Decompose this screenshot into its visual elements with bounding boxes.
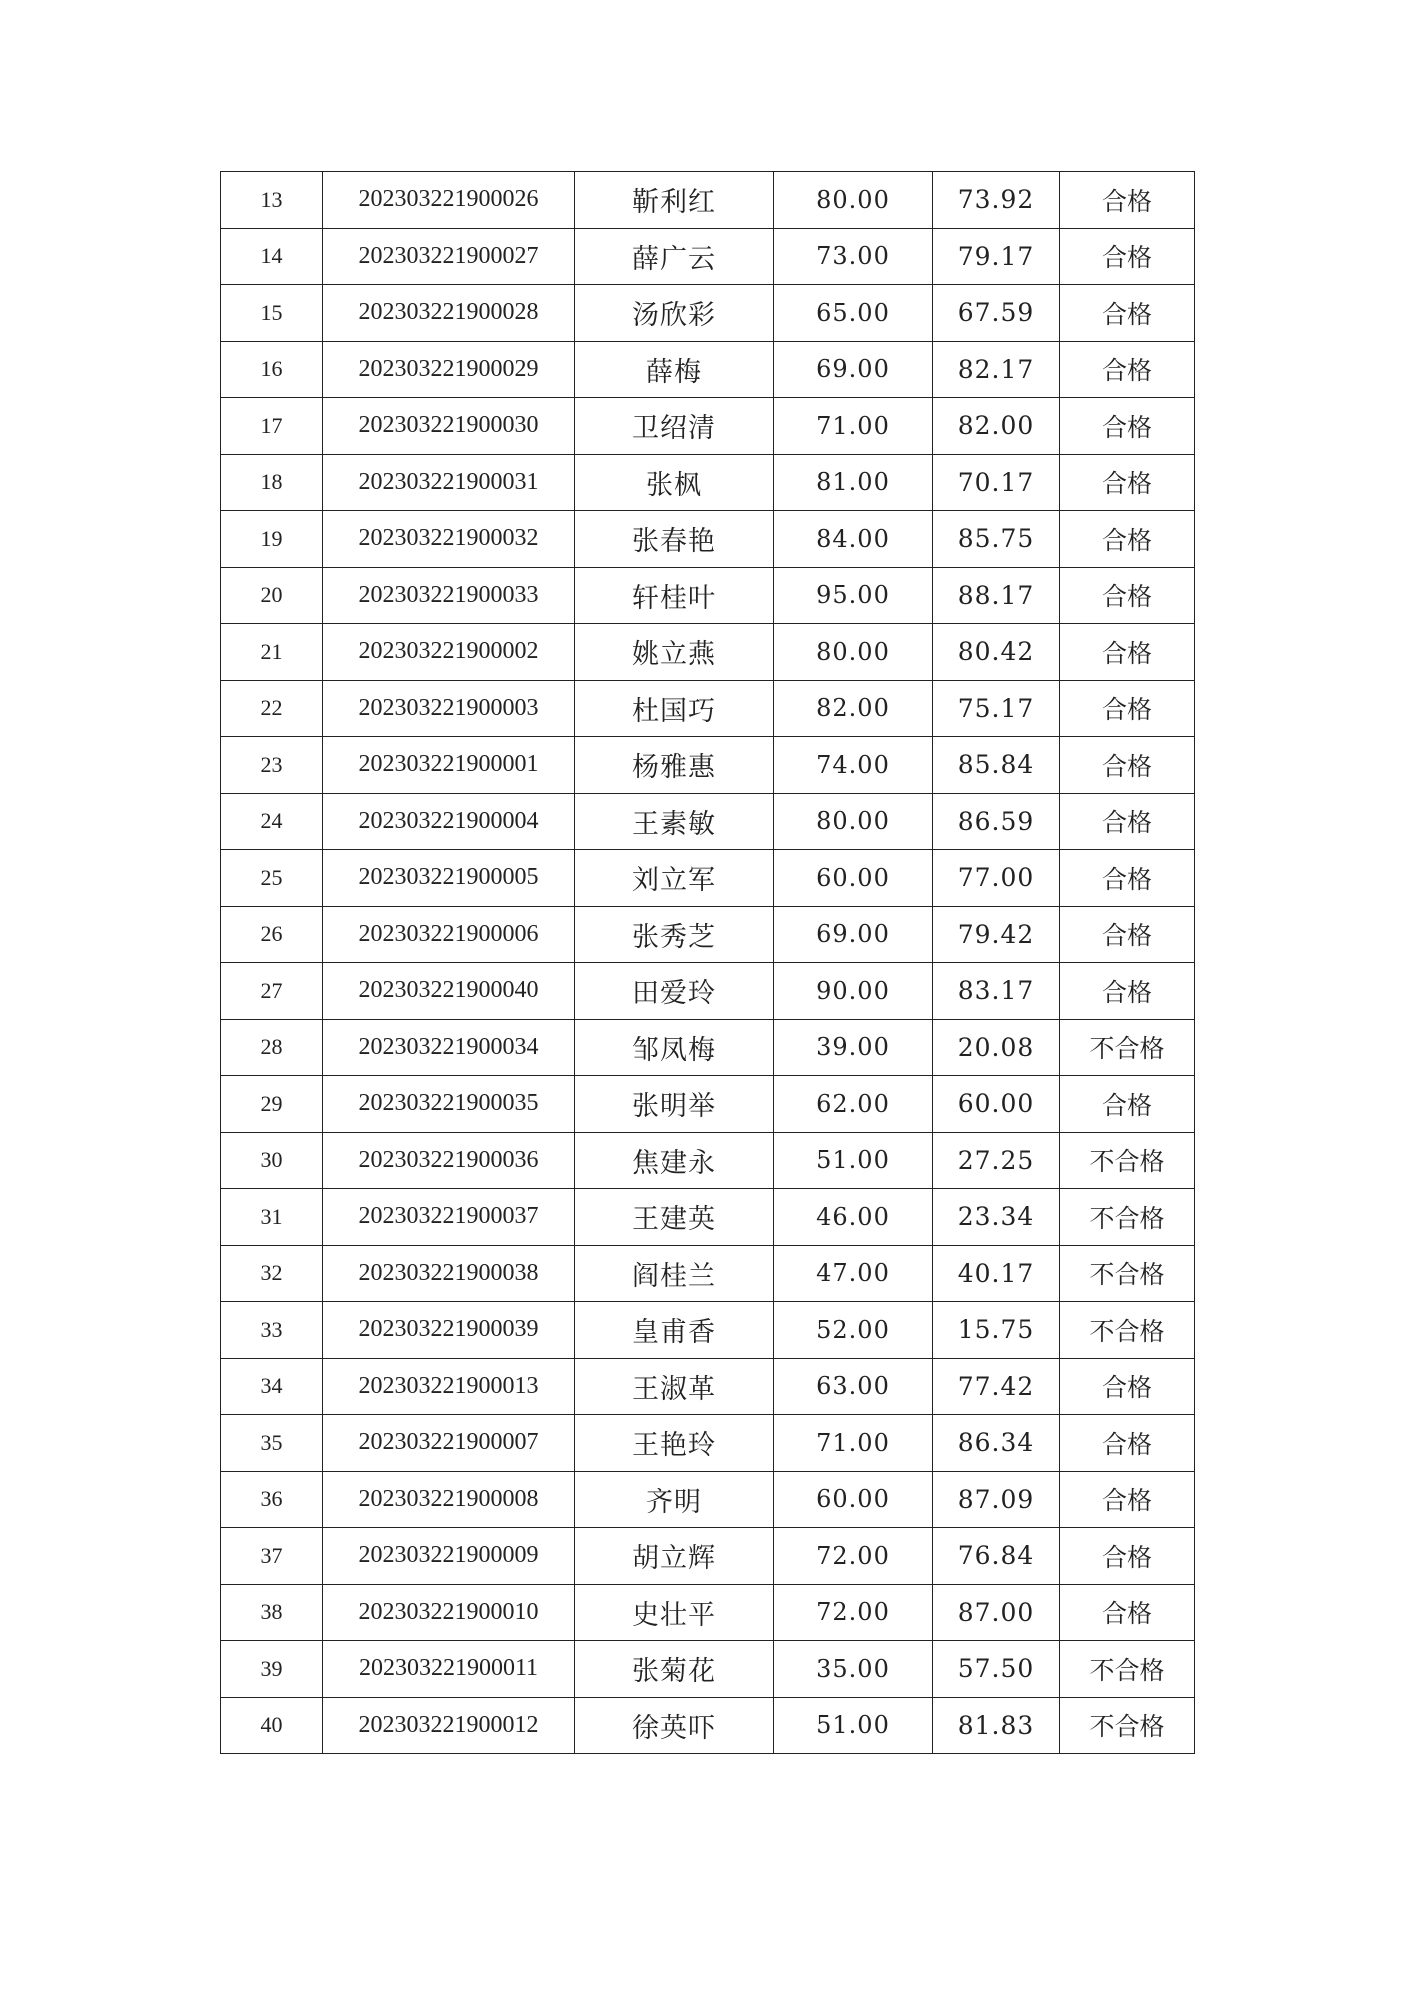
interview-score-cell: 60.00 (933, 1076, 1060, 1133)
results-table-body (221, 172, 1195, 1754)
row-number-cell: 17 (221, 398, 323, 455)
written-score-cell: 47.00 (774, 1245, 933, 1302)
table-row (221, 1584, 1195, 1641)
written-score-cell: 90.00 (774, 963, 933, 1020)
candidate-name-cell: 王素敏 (575, 793, 774, 850)
written-score-cell: 81.00 (774, 454, 933, 511)
result-cell: 合格 (1060, 850, 1195, 907)
written-score-cell: 95.00 (774, 567, 933, 624)
exam-id-cell: 202303221900006 (323, 906, 575, 963)
interview-score-cell: 85.75 (933, 511, 1060, 568)
table-row (221, 1302, 1195, 1359)
written-score-cell: 80.00 (774, 793, 933, 850)
result-cell: 不合格 (1060, 1019, 1195, 1076)
exam-id-cell: 202303221900009 (323, 1528, 575, 1585)
result-cell: 合格 (1060, 1584, 1195, 1641)
candidate-name-cell: 卫绍清 (575, 398, 774, 455)
row-number-cell: 23 (221, 737, 323, 794)
written-score-cell: 84.00 (774, 511, 933, 568)
candidate-name-cell: 齐明 (575, 1471, 774, 1528)
exam-id-cell: 202303221900033 (323, 567, 575, 624)
table-row (221, 963, 1195, 1020)
result-cell: 不合格 (1060, 1245, 1195, 1302)
candidate-name-cell: 皇甫香 (575, 1302, 774, 1359)
table-row (221, 1528, 1195, 1585)
exam-id-cell: 202303221900031 (323, 454, 575, 511)
result-cell: 合格 (1060, 285, 1195, 342)
table-row (221, 567, 1195, 624)
row-number-cell: 38 (221, 1584, 323, 1641)
row-number-cell: 36 (221, 1471, 323, 1528)
row-number-cell: 14 (221, 228, 323, 285)
written-score-cell: 60.00 (774, 1471, 933, 1528)
interview-score-cell: 23.34 (933, 1189, 1060, 1246)
row-number-cell: 40 (221, 1697, 323, 1754)
interview-score-cell: 67.59 (933, 285, 1060, 342)
result-cell: 合格 (1060, 511, 1195, 568)
interview-score-cell: 40.17 (933, 1245, 1060, 1302)
table-row (221, 228, 1195, 285)
row-number-cell: 24 (221, 793, 323, 850)
result-cell: 不合格 (1060, 1697, 1195, 1754)
interview-score-cell: 75.17 (933, 680, 1060, 737)
row-number-cell: 34 (221, 1358, 323, 1415)
interview-score-cell: 77.42 (933, 1358, 1060, 1415)
row-number-cell: 19 (221, 511, 323, 568)
exam-id-cell: 202303221900008 (323, 1471, 575, 1528)
candidate-name-cell: 王建英 (575, 1189, 774, 1246)
row-number-cell: 16 (221, 341, 323, 398)
row-number-cell: 33 (221, 1302, 323, 1359)
interview-score-cell: 88.17 (933, 567, 1060, 624)
row-number-cell: 29 (221, 1076, 323, 1133)
exam-id-cell: 202303221900004 (323, 793, 575, 850)
candidate-name-cell: 靳利红 (575, 172, 774, 229)
exam-id-cell: 202303221900037 (323, 1189, 575, 1246)
interview-score-cell: 87.09 (933, 1471, 1060, 1528)
exam-id-cell: 202303221900040 (323, 963, 575, 1020)
result-cell: 合格 (1060, 341, 1195, 398)
written-score-cell: 71.00 (774, 398, 933, 455)
result-cell: 合格 (1060, 737, 1195, 794)
table-row (221, 285, 1195, 342)
written-score-cell: 51.00 (774, 1132, 933, 1189)
exam-id-cell: 202303221900026 (323, 172, 575, 229)
exam-id-cell: 202303221900036 (323, 1132, 575, 1189)
result-cell: 不合格 (1060, 1302, 1195, 1359)
exam-id-cell: 202303221900003 (323, 680, 575, 737)
candidate-name-cell: 刘立军 (575, 850, 774, 907)
result-cell: 合格 (1060, 454, 1195, 511)
table-row (221, 1471, 1195, 1528)
row-number-cell: 25 (221, 850, 323, 907)
result-cell: 合格 (1060, 1528, 1195, 1585)
result-cell: 合格 (1060, 793, 1195, 850)
row-number-cell: 26 (221, 906, 323, 963)
result-cell: 不合格 (1060, 1641, 1195, 1698)
result-cell: 合格 (1060, 1471, 1195, 1528)
table-row (221, 341, 1195, 398)
row-number-cell: 27 (221, 963, 323, 1020)
candidate-name-cell: 薛梅 (575, 341, 774, 398)
written-score-cell: 62.00 (774, 1076, 933, 1133)
candidate-name-cell: 张明举 (575, 1076, 774, 1133)
exam-id-cell: 202303221900012 (323, 1697, 575, 1754)
written-score-cell: 65.00 (774, 285, 933, 342)
row-number-cell: 32 (221, 1245, 323, 1302)
interview-score-cell: 76.84 (933, 1528, 1060, 1585)
row-number-cell: 28 (221, 1019, 323, 1076)
result-cell: 合格 (1060, 1415, 1195, 1472)
candidate-name-cell: 王淑革 (575, 1358, 774, 1415)
candidate-name-cell: 张枫 (575, 454, 774, 511)
table-row (221, 624, 1195, 681)
written-score-cell: 63.00 (774, 1358, 933, 1415)
exam-id-cell: 202303221900002 (323, 624, 575, 681)
table-row (221, 1189, 1195, 1246)
exam-id-cell: 202303221900001 (323, 737, 575, 794)
exam-id-cell: 202303221900035 (323, 1076, 575, 1133)
table-row (221, 1358, 1195, 1415)
table-row (221, 1076, 1195, 1133)
candidate-name-cell: 汤欣彩 (575, 285, 774, 342)
candidate-name-cell: 杜国巧 (575, 680, 774, 737)
interview-score-cell: 82.00 (933, 398, 1060, 455)
candidate-name-cell: 田爱玲 (575, 963, 774, 1020)
row-number-cell: 15 (221, 285, 323, 342)
written-score-cell: 69.00 (774, 341, 933, 398)
table-row (221, 398, 1195, 455)
written-score-cell: 72.00 (774, 1584, 933, 1641)
written-score-cell: 52.00 (774, 1302, 933, 1359)
table-row (221, 1641, 1195, 1698)
exam-id-cell: 202303221900034 (323, 1019, 575, 1076)
interview-score-cell: 27.25 (933, 1132, 1060, 1189)
row-number-cell: 13 (221, 172, 323, 229)
written-score-cell: 80.00 (774, 624, 933, 681)
candidate-name-cell: 张春艳 (575, 511, 774, 568)
table-row (221, 680, 1195, 737)
candidate-name-cell: 杨雅惠 (575, 737, 774, 794)
candidate-name-cell: 邹凤梅 (575, 1019, 774, 1076)
result-cell: 合格 (1060, 398, 1195, 455)
candidate-name-cell: 张菊花 (575, 1641, 774, 1698)
interview-score-cell: 85.84 (933, 737, 1060, 794)
result-cell: 合格 (1060, 906, 1195, 963)
interview-score-cell: 86.59 (933, 793, 1060, 850)
row-number-cell: 21 (221, 624, 323, 681)
interview-score-cell: 83.17 (933, 963, 1060, 1020)
candidate-name-cell: 阎桂兰 (575, 1245, 774, 1302)
written-score-cell: 73.00 (774, 228, 933, 285)
exam-id-cell: 202303221900029 (323, 341, 575, 398)
result-cell: 合格 (1060, 228, 1195, 285)
candidate-name-cell: 张秀芝 (575, 906, 774, 963)
exam-id-cell: 202303221900032 (323, 511, 575, 568)
exam-id-cell: 202303221900027 (323, 228, 575, 285)
table-row (221, 1245, 1195, 1302)
interview-score-cell: 57.50 (933, 1641, 1060, 1698)
written-score-cell: 60.00 (774, 850, 933, 907)
row-number-cell: 22 (221, 680, 323, 737)
interview-score-cell: 81.83 (933, 1697, 1060, 1754)
row-number-cell: 39 (221, 1641, 323, 1698)
table-row (221, 793, 1195, 850)
interview-score-cell: 79.42 (933, 906, 1060, 963)
written-score-cell: 72.00 (774, 1528, 933, 1585)
result-cell: 不合格 (1060, 1132, 1195, 1189)
candidate-name-cell: 焦建永 (575, 1132, 774, 1189)
exam-id-cell: 202303221900007 (323, 1415, 575, 1472)
interview-score-cell: 80.42 (933, 624, 1060, 681)
interview-score-cell: 73.92 (933, 172, 1060, 229)
interview-score-cell: 70.17 (933, 454, 1060, 511)
candidate-name-cell: 轩桂叶 (575, 567, 774, 624)
interview-score-cell: 86.34 (933, 1415, 1060, 1472)
interview-score-cell: 77.00 (933, 850, 1060, 907)
candidate-name-cell: 王艳玲 (575, 1415, 774, 1472)
interview-score-cell: 87.00 (933, 1584, 1060, 1641)
table-row (221, 1019, 1195, 1076)
table-row (221, 850, 1195, 907)
results-table (220, 171, 1195, 1754)
exam-id-cell: 202303221900011 (323, 1641, 575, 1698)
row-number-cell: 18 (221, 454, 323, 511)
row-number-cell: 20 (221, 567, 323, 624)
exam-id-cell: 202303221900005 (323, 850, 575, 907)
result-cell: 合格 (1060, 172, 1195, 229)
written-score-cell: 82.00 (774, 680, 933, 737)
result-cell: 合格 (1060, 1358, 1195, 1415)
candidate-name-cell: 徐英吓 (575, 1697, 774, 1754)
row-number-cell: 35 (221, 1415, 323, 1472)
written-score-cell: 35.00 (774, 1641, 933, 1698)
table-row (221, 511, 1195, 568)
table-row (221, 172, 1195, 229)
exam-id-cell: 202303221900038 (323, 1245, 575, 1302)
written-score-cell: 74.00 (774, 737, 933, 794)
result-cell: 不合格 (1060, 1189, 1195, 1246)
written-score-cell: 80.00 (774, 172, 933, 229)
candidate-name-cell: 胡立辉 (575, 1528, 774, 1585)
table-row (221, 1415, 1195, 1472)
candidate-name-cell: 史壮平 (575, 1584, 774, 1641)
exam-id-cell: 202303221900010 (323, 1584, 575, 1641)
table-row (221, 454, 1195, 511)
exam-id-cell: 202303221900039 (323, 1302, 575, 1359)
exam-id-cell: 202303221900028 (323, 285, 575, 342)
table-row (221, 906, 1195, 963)
table-row (221, 737, 1195, 794)
exam-id-cell: 202303221900030 (323, 398, 575, 455)
interview-score-cell: 79.17 (933, 228, 1060, 285)
written-score-cell: 46.00 (774, 1189, 933, 1246)
row-number-cell: 37 (221, 1528, 323, 1585)
interview-score-cell: 82.17 (933, 341, 1060, 398)
table-row (221, 1697, 1195, 1754)
result-cell: 合格 (1060, 567, 1195, 624)
written-score-cell: 51.00 (774, 1697, 933, 1754)
interview-score-cell: 20.08 (933, 1019, 1060, 1076)
result-cell: 合格 (1060, 1076, 1195, 1133)
result-cell: 合格 (1060, 624, 1195, 681)
written-score-cell: 39.00 (774, 1019, 933, 1076)
row-number-cell: 31 (221, 1189, 323, 1246)
table-row (221, 1132, 1195, 1189)
exam-id-cell: 202303221900013 (323, 1358, 575, 1415)
row-number-cell: 30 (221, 1132, 323, 1189)
candidate-name-cell: 姚立燕 (575, 624, 774, 681)
candidate-name-cell: 薛广云 (575, 228, 774, 285)
result-cell: 合格 (1060, 680, 1195, 737)
result-cell: 合格 (1060, 963, 1195, 1020)
written-score-cell: 69.00 (774, 906, 933, 963)
written-score-cell: 71.00 (774, 1415, 933, 1472)
interview-score-cell: 15.75 (933, 1302, 1060, 1359)
